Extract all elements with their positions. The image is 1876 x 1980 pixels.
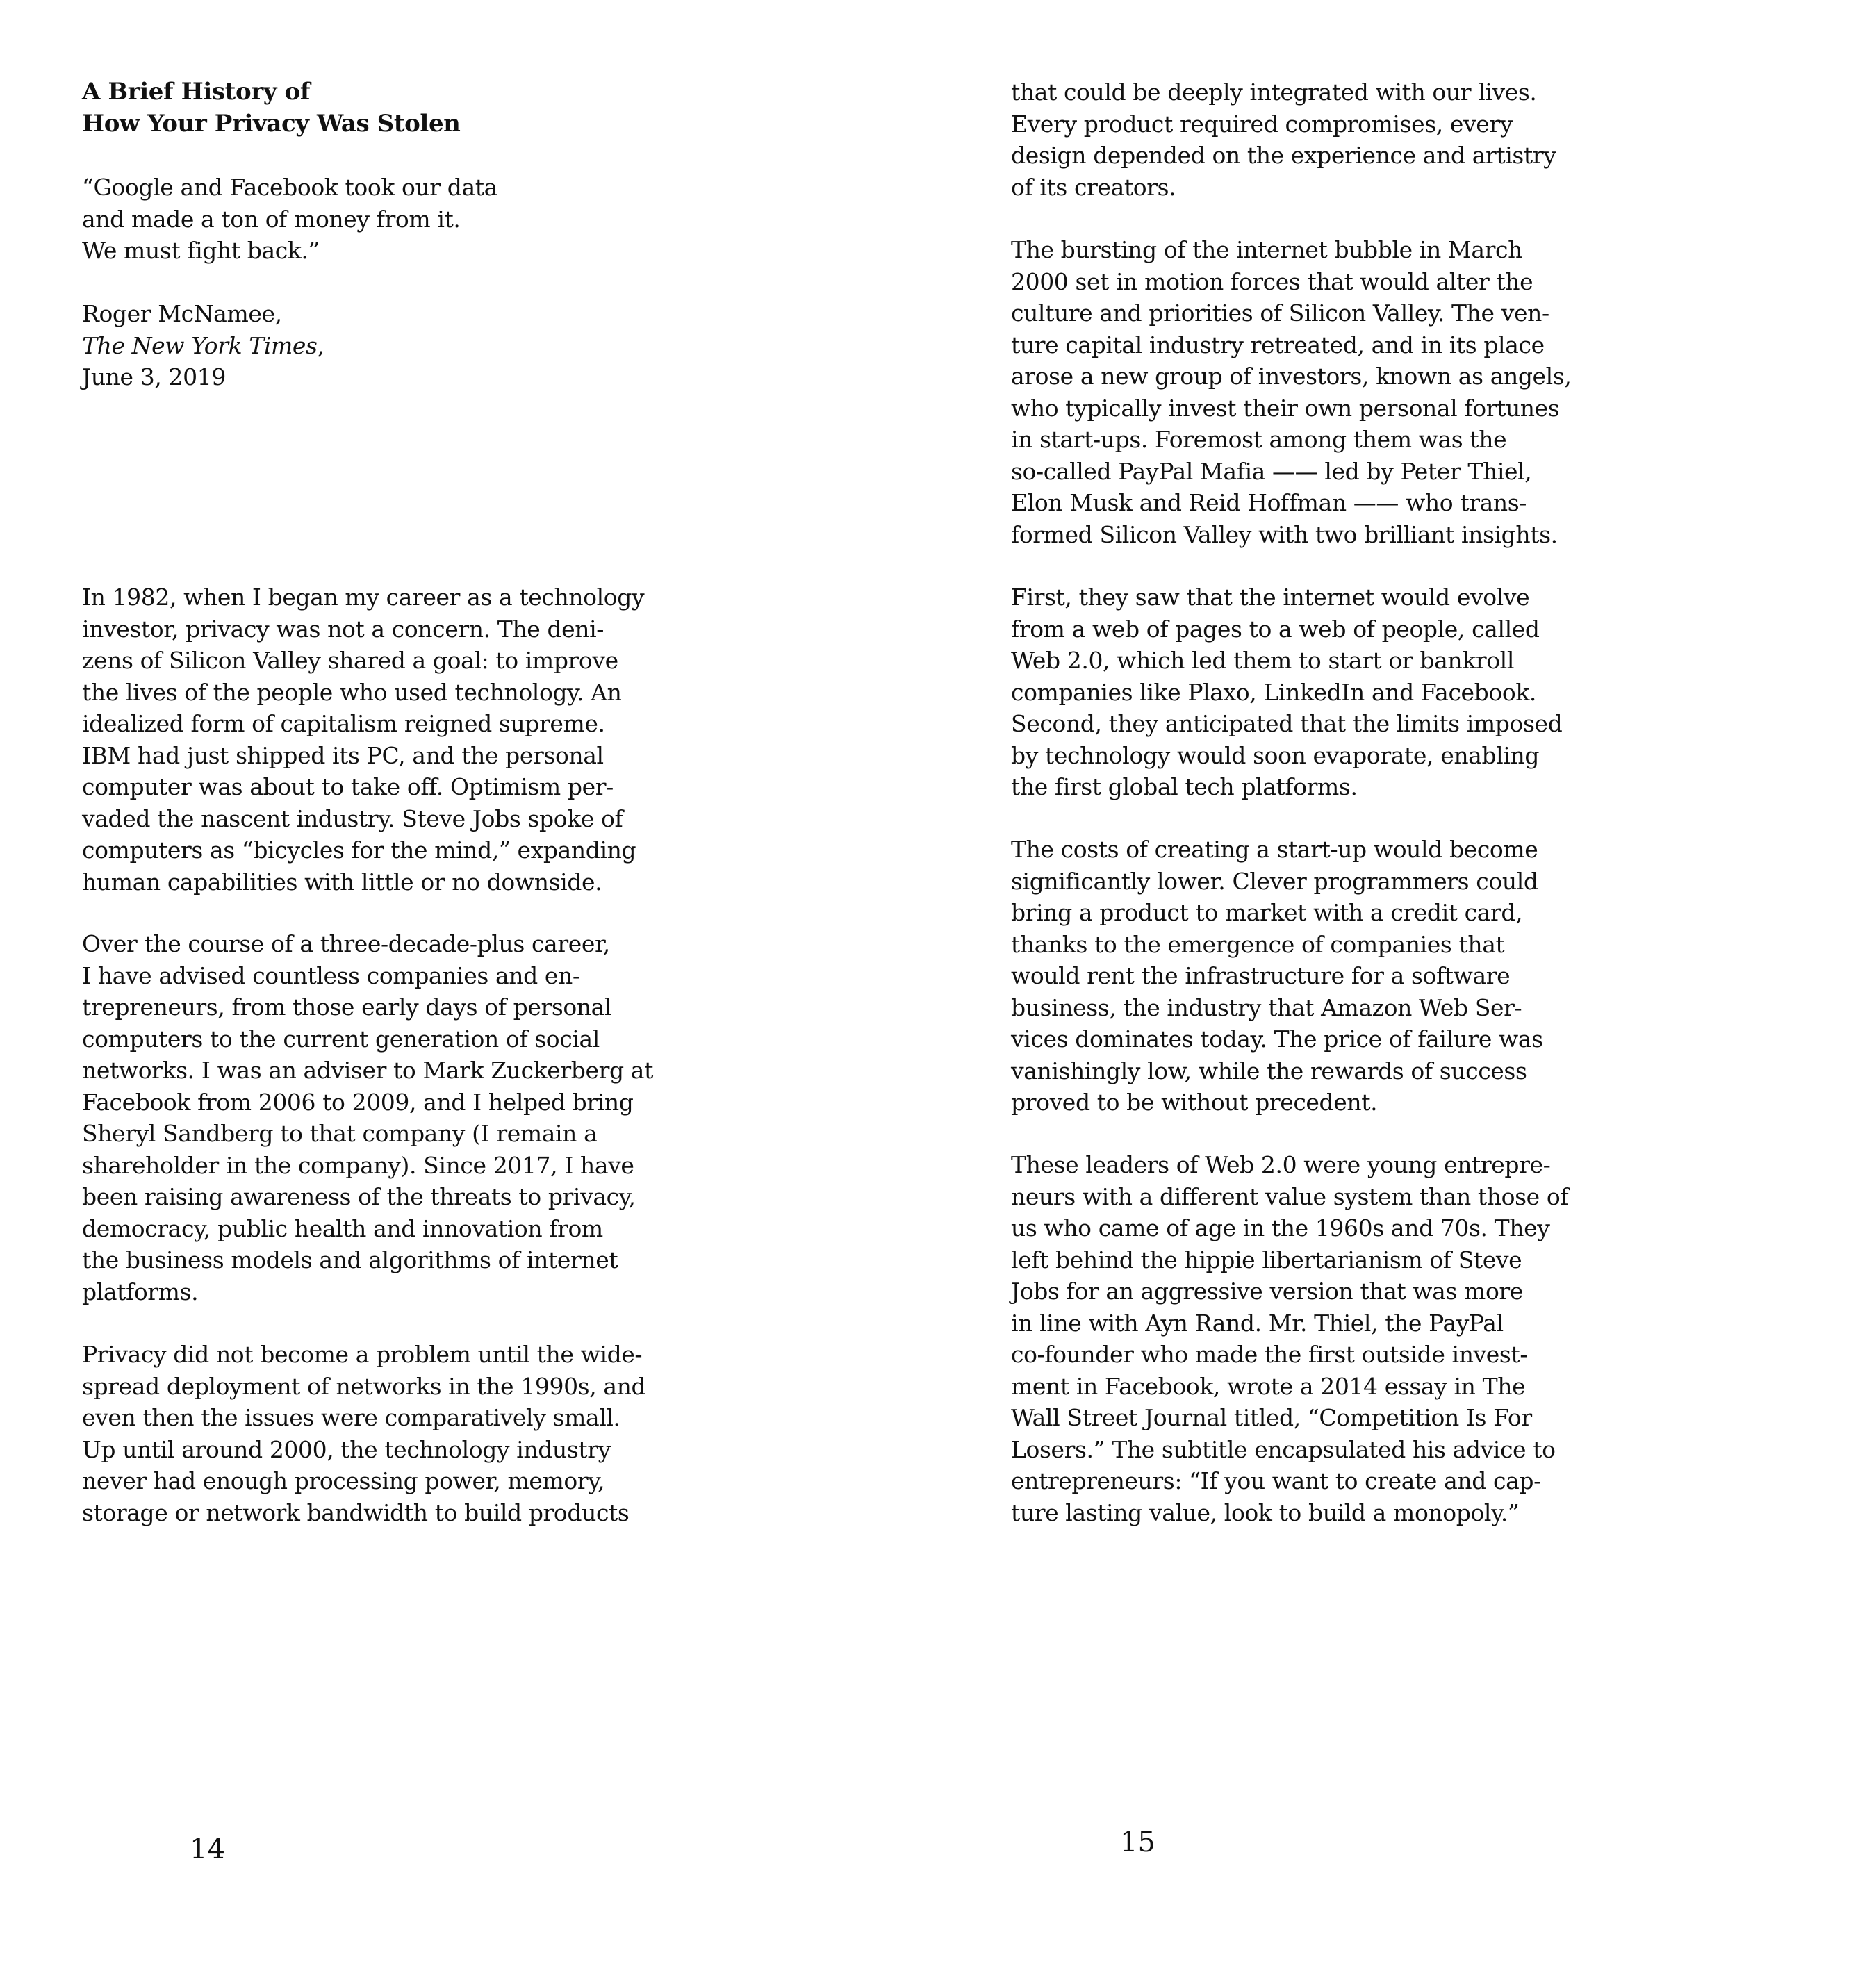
text-line: IBM had just shipped its PC, and the personal <box>82 741 604 769</box>
text-line: The costs of creating a start-up would become <box>1011 836 1538 863</box>
text-line: business, the industry that Amazon Web Ser- <box>1011 993 1522 1021</box>
text-line: of its creators. <box>1011 173 1176 201</box>
text-line: Jobs for an aggressive version that was more <box>1011 1278 1523 1305</box>
text-line: computer was about to take off. Optimism per- <box>82 773 614 800</box>
text-line: trepreneurs, from those early days of personal <box>82 993 612 1021</box>
epigraph-publication-comma: , <box>317 331 324 359</box>
text-line: Over the course of a three-decade-plus career, <box>82 930 610 957</box>
paragraph <box>1011 834 1543 1119</box>
text-line: ture capital industry retreated, and in its place <box>1011 331 1545 358</box>
right-page <box>938 0 1876 1980</box>
paragraph <box>82 581 644 898</box>
text-line: formed Silicon Valley with two brilliant insights. <box>1011 520 1558 548</box>
text-line: computers to the current generation of social <box>82 1025 600 1053</box>
text-line: shareholder in the company). Since 2017, I have <box>82 1151 634 1179</box>
article-title <box>82 76 461 140</box>
text-line: Wall Street Journal titled, “Competition Is For <box>1011 1404 1532 1431</box>
text-line: vanishingly low, while the rewards of success <box>1011 1057 1527 1084</box>
text-line: so-called PayPal Mafia —— led by Peter Thiel, <box>1011 457 1532 485</box>
text-line: Losers.” The subtitle encapsulated his advice to <box>1011 1435 1556 1463</box>
paragraph <box>1011 581 1562 803</box>
text-line: neurs with a different value system than those of <box>1011 1182 1569 1210</box>
article-title-line: How Your Privacy Was Stolen <box>82 109 461 138</box>
text-line: vices dominates today. The price of failure was <box>1011 1025 1543 1053</box>
text-line: entrepreneurs: “If you want to create and cap- <box>1011 1467 1541 1494</box>
text-line: In 1982, when I began my career as a technology <box>82 584 645 611</box>
text-line: Second, they anticipated that the limits imposed <box>1011 710 1563 737</box>
text-line: been raising awareness of the threats to privacy, <box>82 1183 636 1210</box>
epigraph-line: and made a ton of money from it. <box>82 205 461 233</box>
paragraph <box>1011 234 1571 550</box>
text-line: companies like Plaxo, LinkedIn and Facebook. <box>1011 678 1536 706</box>
text-line: by technology would soon evaporate, enabling <box>1011 741 1540 769</box>
text-line: ture lasting value, look to build a monopoly.” <box>1011 1499 1520 1526</box>
text-line: First, they saw that the internet would evolve <box>1011 584 1530 611</box>
text-line: the first global tech platforms. <box>1011 773 1358 800</box>
paragraph <box>1011 1149 1568 1528</box>
epigraph-source <box>82 330 324 362</box>
text-line: proved to be without precedent. <box>1011 1089 1378 1116</box>
paragraph <box>82 928 653 1307</box>
page-number: 15 <box>1120 1826 1155 1858</box>
text-line: spread deployment of networks in the 1990s, and <box>82 1372 646 1400</box>
text-line: us who came of age in the 1960s and 70s. They <box>1011 1214 1550 1241</box>
text-line: that could be deeply integrated with our lives. <box>1011 79 1537 106</box>
text-line: storage or network bandwidth to build products <box>82 1499 630 1526</box>
text-line: I have advised countless companies and en- <box>82 962 580 989</box>
text-line: would rent the infrastructure for a software <box>1011 962 1511 989</box>
text-line: co-founder who made the first outside invest- <box>1011 1341 1528 1368</box>
epigraph-publication: The New York Times <box>82 331 318 359</box>
text-line: 2000 set in motion forces that would alter the <box>1011 267 1533 295</box>
text-line: from a web of pages to a web of people, called <box>1011 615 1540 643</box>
epigraph-attribution <box>82 298 324 393</box>
text-line: culture and priorities of Silicon Valley. The ven- <box>1011 299 1549 327</box>
text-line: platforms. <box>82 1278 199 1305</box>
text-line: networks. I was an adviser to Mark Zuckerberg at <box>82 1057 653 1084</box>
text-line: Elon Musk and Reid Hoffman —— who trans- <box>1011 489 1527 516</box>
text-line: Every product required compromises, every <box>1011 110 1513 138</box>
text-line: who typically invest their own personal fortunes <box>1011 394 1560 422</box>
text-line: idealized form of capitalism reigned supreme. <box>82 710 605 737</box>
text-line: Privacy did not become a problem until the wide- <box>82 1341 643 1368</box>
text-line: arose a new group of investors, known as angels, <box>1011 363 1572 390</box>
text-line: thanks to the emergence of companies that <box>1011 930 1505 958</box>
page-number: 14 <box>190 1833 225 1865</box>
article-title-line: A Brief History of <box>82 78 311 106</box>
epigraph-line: We must fight back.” <box>82 237 320 264</box>
text-line: democracy, public health and innovation from <box>82 1214 603 1242</box>
paragraph <box>82 1339 645 1528</box>
epigraph-date: June 3, 2019 <box>82 363 226 390</box>
paragraph <box>1011 76 1556 203</box>
epigraph-line: “Google and Facebook took our data <box>82 174 497 201</box>
text-line: zens of Silicon Valley shared a goal: to improve <box>82 647 618 674</box>
text-line: even then the issues were comparatively small. <box>82 1404 620 1431</box>
text-line: bring a product to market with a credit card, <box>1011 899 1523 926</box>
text-line: human capabilities with little or no downside. <box>82 868 602 896</box>
text-line: Facebook from 2006 to 2009, and I helped bring <box>82 1088 634 1116</box>
text-line: the lives of the people who used technology. An <box>82 678 622 706</box>
text-line: in line with Ayn Rand. Mr. Thiel, the PayPal <box>1011 1309 1504 1337</box>
text-line: These leaders of Web 2.0 were young entrepre- <box>1011 1151 1551 1178</box>
text-line: Sheryl Sandberg to that company (I remain a <box>82 1120 598 1147</box>
text-line: left behind the hippie libertarianism of Steve <box>1011 1246 1522 1273</box>
text-line: computers as “bicycles for the mind,” expanding <box>82 836 636 864</box>
text-line: in start-ups. Foremost among them was the <box>1011 426 1507 453</box>
text-line: The bursting of the internet bubble in March <box>1011 236 1522 263</box>
text-line: design depended on the experience and artistry <box>1011 142 1556 169</box>
text-line: investor, privacy was not a concern. The deni- <box>82 615 604 643</box>
epigraph-quote <box>82 172 497 267</box>
text-line: vaded the nascent industry. Steve Jobs spoke of <box>82 805 623 832</box>
text-line: never had enough processing power, memory, <box>82 1467 605 1494</box>
text-line: Web 2.0, which led them to start or bankroll <box>1011 647 1514 674</box>
text-line: significantly lower. Clever programmers could <box>1011 867 1538 895</box>
text-line: Up until around 2000, the technology industry <box>82 1435 611 1463</box>
text-line: ment in Facebook, wrote a 2014 essay in The <box>1011 1372 1526 1400</box>
text-line: the business models and algorithms of internet <box>82 1246 618 1273</box>
epigraph-author: Roger McNamee, <box>82 300 282 327</box>
